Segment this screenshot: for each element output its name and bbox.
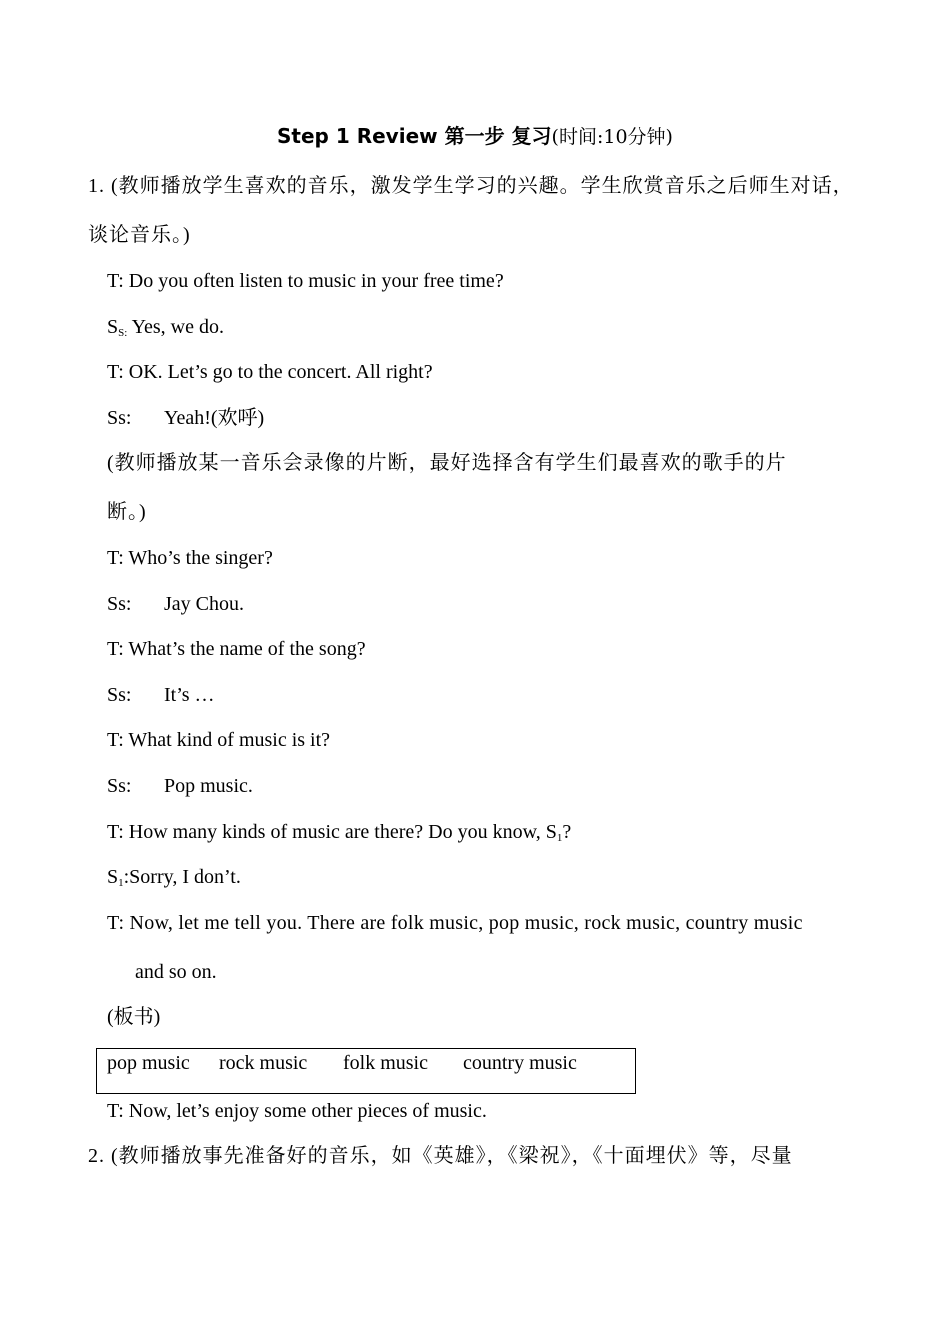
dialogue-line-1: T: Do you often listen to music in your free time? [107, 270, 504, 292]
dialogue-line-8-text: It’s … [164, 684, 215, 706]
dialogue-line-6-text: Jay Chou. [164, 593, 244, 615]
section2-intro-line1: 2. (教师播放事先准备好的音乐，如《英雄》，《梁祝》，《十面埋伏》等，尽量 [88, 1145, 793, 1167]
board-item-folk: folk music [343, 1052, 428, 1074]
dialogue-line-12-speaker: S [107, 866, 119, 888]
dialogue-line-9: T: What kind of music is it? [107, 729, 331, 751]
dialogue-line-2-text: Yes, we do. [127, 316, 224, 338]
dialogue-line-11-sub: 1 [556, 832, 563, 844]
dialogue-line-4-speaker: Ss: [107, 407, 132, 429]
dialogue-line-6-speaker: Ss: [107, 593, 132, 615]
board-item-rock: rock music [219, 1052, 308, 1074]
blackboard-box [96, 1048, 636, 1094]
dialogue-line-10-text: Pop music. [164, 775, 253, 797]
dialogue-line-11-text: T: How many kinds of music are there? Do you know, S [107, 821, 557, 843]
board-item-country: country music [463, 1052, 577, 1074]
step-title-heading: Step 1 Review 第一步 复习 [277, 124, 552, 148]
dialogue-line-11 [107, 820, 571, 850]
dialogue-line-13b: and so on. [135, 961, 217, 983]
teacher-note-line1: (教师播放某一音乐会录像的片断，最好选择含有学生们最喜欢的歌手的片 [107, 452, 787, 474]
teacher-note-line2: 断。) [107, 501, 147, 523]
board-item-pop: pop music [107, 1052, 190, 1074]
dialogue-line-4-text: Yeah!(欢呼) [164, 407, 265, 429]
dialogue-line-2-speaker: S [107, 316, 119, 338]
dialogue-line-12-text: :Sorry, I don’t. [123, 866, 241, 888]
dialogue-line-12 [107, 865, 241, 895]
dialogue-line-12-sub: 1 [118, 877, 124, 889]
dialogue-line-10 [107, 774, 253, 798]
dialogue-line-8 [107, 683, 215, 707]
dialogue-line-14: T: Now, let’s enjoy some other pieces of music. [107, 1100, 487, 1122]
dialogue-line-8-speaker: Ss: [107, 684, 132, 706]
section1-intro-line2: 谈论音乐。) [88, 224, 191, 246]
dialogue-line-10-speaker: Ss: [107, 775, 132, 797]
dialogue-line-2 [107, 315, 224, 345]
section1-intro-line1: 1. (教师播放学生喜欢的音乐，激发学生学习的兴趣。学生欣赏音乐之后师生对话， [88, 175, 854, 197]
step-title [0, 124, 950, 149]
board-label: (板书) [107, 1006, 161, 1028]
dialogue-line-13a: T: Now, let me tell you. There are folk music, pop music, rock music, country music [107, 912, 803, 934]
dialogue-line-4 [107, 406, 264, 430]
dialogue-line-6 [107, 592, 244, 616]
dialogue-line-11-end: ? [562, 821, 572, 843]
step-title-time-note: (时间:10分钟) [551, 126, 673, 148]
dialogue-line-5: T: Who’s the singer? [107, 547, 273, 569]
dialogue-line-2-speaker-sub: S: [118, 327, 128, 339]
dialogue-line-3: T: OK. Let’s go to the concert. All right? [107, 361, 433, 383]
dialogue-line-7: T: What’s the name of the song? [107, 638, 366, 660]
